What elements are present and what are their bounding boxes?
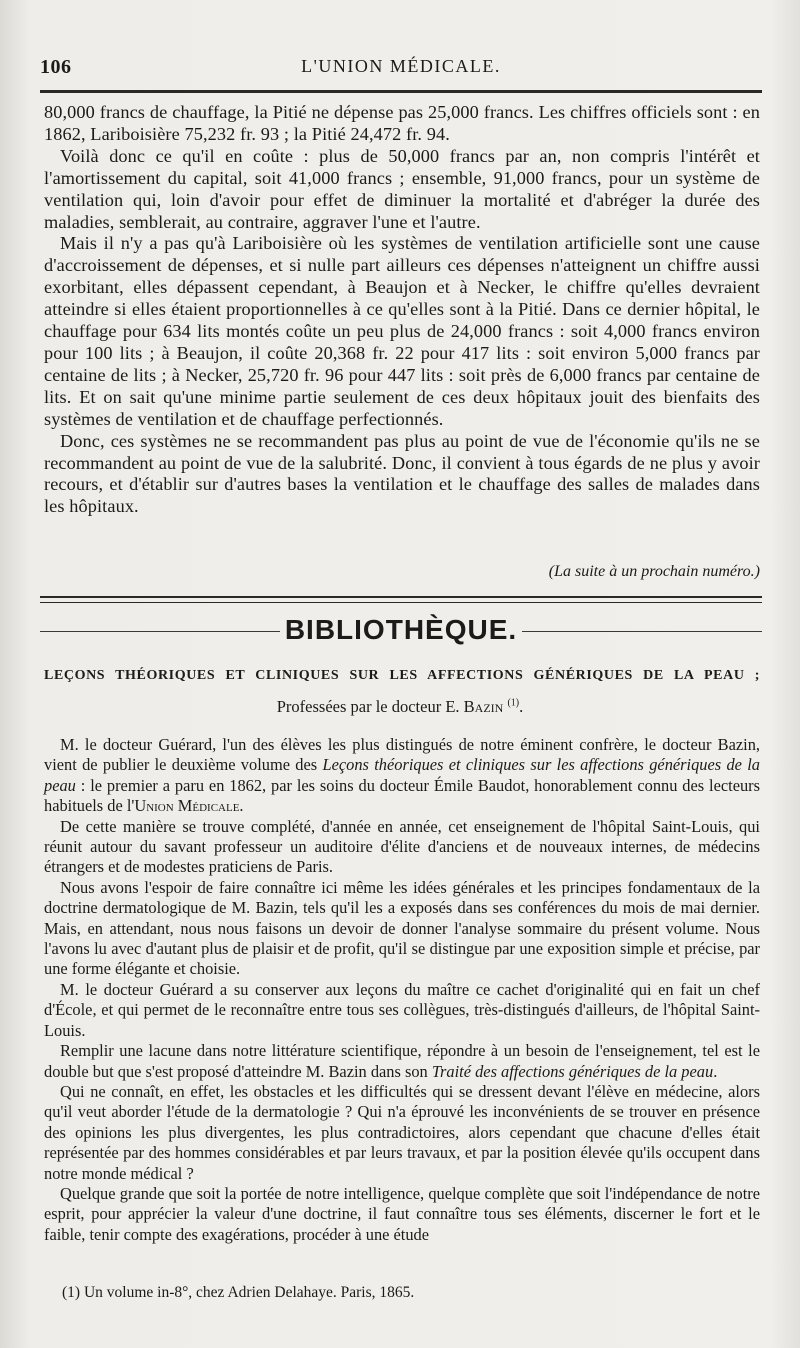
article-title: LEÇONS THÉORIQUES ET CLINIQUES SUR LES AFFECTIONS GÉNÉRIQUES DE LA PEAU ;	[44, 668, 760, 683]
article-subtitle: Professées par le docteur E. Bazin $^{(1)}$.	[276, 697, 524, 716]
heading-rule-right	[522, 631, 762, 632]
article-continuation	[44, 102, 760, 518]
footnote-ref: (1)	[507, 697, 520, 709]
header-rule	[40, 90, 762, 93]
paragraph: 80,000 francs de chauffage, la Pitié ne dépense pas 25,000 francs. Les chiffres officiels sont : en 1862, Lariboisière 75,232 fr. 93 ; la Pitié 24,472 fr. 94.	[44, 102, 760, 144]
paragraph: Qui ne connaît, en effet, les obstacles et les difficultés qui se dressent devant l'élève en médecine, alors qu'il veut aborder l'étude de la dermatologie ? Qui n'a éprouvé les inconvénients de se trouver en présence des opinions les plus divergentes, les plus contradictoires, alors cependant que chacune d'elles était représentée par des hommes considérables et par leurs travaux, et par la position élevée qu'ils occupent dans notre monde médical ?	[44, 1081, 760, 1183]
paragraph: Mais il n'y a pas qu'à Lariboisière où les systèmes de ventilation artificielle sont une cause d'accroissement de dépenses, et si nulle part ailleurs ces dépenses n'atteignent un chiffre aussi exorbitant, elles dépassent cependant, à Beaujon et à Necker, le chiffre qu'elles devraient atteindre si elles étaient proportionnelles à ce qu'elles sont à la Pitié. Dans ce dernier hôpital, le chauffage pour 634 lits montés coûte un peu plus de 24,000 francs : soit 4,000 francs environ pour 100 lits ; à Beaujon, il coûte 20,368 fr. 22 pour 417 lits : soit environ 5,000 francs par centaine de lits ; à Necker, 25,720 fr. 96 pour 447 lits : soit près de 6,000 francs par centaine de lits. Et on sait qu'une minime partie seulement de ces deux hôpitaux jouit des bienfaits des systèmes de ventilation et de chauffage perfectionnés.	[44, 233, 760, 429]
paragraph: M. le docteur Guérard a su conserver aux leçons du maître ce cachet d'originalité qui en fait un chef d'École, et qui permet de le reconnaître entre tous ses collègues, très-distingués d'ailleurs, de l'hôpital Saint-Louis.	[44, 979, 760, 1040]
paragraph: Voilà donc ce qu'il en coûte : plus de 50,000 francs par an, non compris l'intérêt et l'amortissement du capital, soit 41,000 francs ; ensemble, 91,000 francs, pour un système de ventilation qui, loin d'avoir pour effet de diminuer la mortalité et d'abréger la durée des maladies, semblerait, au contraire, aggraver l'une et l'autre.	[44, 145, 760, 232]
section-divider	[40, 596, 762, 603]
paragraph: Donc, ces systèmes ne se recommandent pas plus au point de vue de l'économie qu'ils ne se recommandent au point de vue de la salubrité. Donc, il convient à tous égards de ne plus y avoir recours, et d'établir sur d'autres bases la ventilation et le chauffage des salles de malades dans les hôpitaux.	[44, 430, 760, 517]
page-header	[40, 56, 762, 84]
paragraph: Remplir une lacune dans notre littérature scientifique, répondre à un besoin de l'enseignement, tel est le double but que s'est proposé d'atteindre M. Bazin dans son Traité des affections génériques de la peau.	[44, 1041, 760, 1081]
review-body	[44, 735, 760, 1245]
page-number: 106	[40, 56, 72, 78]
section-heading: BIBLIOTHÈQUE.	[284, 614, 518, 645]
author-name: Bazin	[463, 697, 504, 716]
paragraph: M. le docteur Guérard, l'un des élèves les plus distingués de notre éminent confrère, le docteur Bazin, vient de publier le deuxième volume des Leçons théoriques et cliniques sur les affections génériques de la peau : le premier a paru en 1862, par les soins du docteur Émile Baudot, honorablement connu des lecteurs habituels de l'Union Médicale.	[44, 735, 760, 816]
continuation-note: (La suite à un prochain numéro.)	[548, 563, 760, 580]
footnote: (1) Un volume in-8°, chez Adrien Delahaye. Paris, 1865.	[62, 1284, 415, 1301]
paragraph: Quelque grande que soit la portée de notre intelligence, quelque complète que soit l'indépendance de notre esprit, pour apprécier la valeur d'une doctrine, il faut connaître tous ses éléments, discerner le fort et le faible, tenir compte des exagérations, procéder à une étude	[44, 1183, 760, 1244]
paragraph: Nous avons l'espoir de faire connaître ici même les idées générales et les principes fondamentaux de la doctrine dermatologique de M. Bazin, tels qu'il les a exposés dans ses conférences du mois de mai dernier. Mais, en attendant, nous nous faisons un devoir de donner l'analyse sommaire du présent volume. Nous l'avons lu avec d'autant plus de plaisir et de profit, qu'il se distingue par une exposition simple et précise, par une forme élégante et choisie.	[44, 877, 760, 979]
bibliotheque-heading-row	[40, 610, 762, 654]
running-title: L'UNION MÉDICALE.	[301, 56, 501, 76]
paragraph: De cette manière se trouve complété, d'année en année, cet enseignement de l'hôpital Saint-Louis, qui réunit autour du savant professeur un auditoire d'élite d'anciens et de nouveaux internes, de médecins étrangers et de modestes praticiens de Paris.	[44, 816, 760, 877]
